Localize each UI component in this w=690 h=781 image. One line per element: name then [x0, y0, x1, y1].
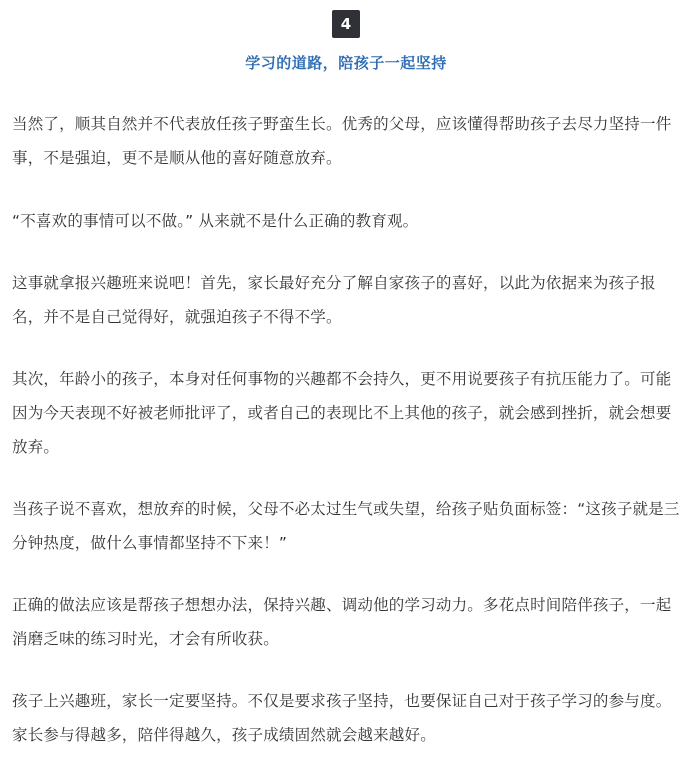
- section-title: 学习的道路，陪孩子一起坚持: [245, 54, 447, 72]
- paragraph: 当孩子说不喜欢，想放弃的时候，父母不必太过生气或失望，给孩子贴负面标签：“这孩子就是三分钟热度，做什么事情都坚持不下来！”: [12, 500, 680, 552]
- paragraph: 其次，年龄小的孩子，本身对任何事物的兴趣都不会持久，更不用说要孩子有抗压能力了。可能因为今天表现不好被老师批评了，或者自己的表现比不上其他的孩子，就会感到挫折，就会想要放弃。: [12, 370, 672, 456]
- paragraph: 这事就拿报兴趣班来说吧！首先，家长最好充分了解自家孩子的喜好，以此为依据来为孩子报名，并不是自己觉得好，就强迫孩子不得不学。: [12, 274, 656, 326]
- section-number-wrap: [12, 0, 680, 38]
- paragraph: 正确的做法应该是帮孩子想想办法，保持兴趣、调动他的学习动力。多花点时间陪伴孩子，一起消磨乏味的练习时光，才会有所收获。: [12, 596, 672, 648]
- paragraph: 孩子上兴趣班，家长一定要坚持。不仅是要求孩子坚持，也要保证自己对于孩子学习的参与度。家长参与得越多，陪伴得越久，孩子成绩固然就会越来越好。: [12, 692, 672, 744]
- paragraph: 当然了，顺其自然并不代表放任孩子野蛮生长。优秀的父母，应该懂得帮助孩子去尽力坚持一件事，不是强迫，更不是顺从他的喜好随意放弃。: [12, 115, 672, 167]
- section-number-badge: 4: [332, 10, 360, 38]
- article-body: [12, 107, 680, 752]
- paragraph: “不喜欢的事情可以不做。” 从来就不是什么正确的教育观。: [12, 212, 419, 230]
